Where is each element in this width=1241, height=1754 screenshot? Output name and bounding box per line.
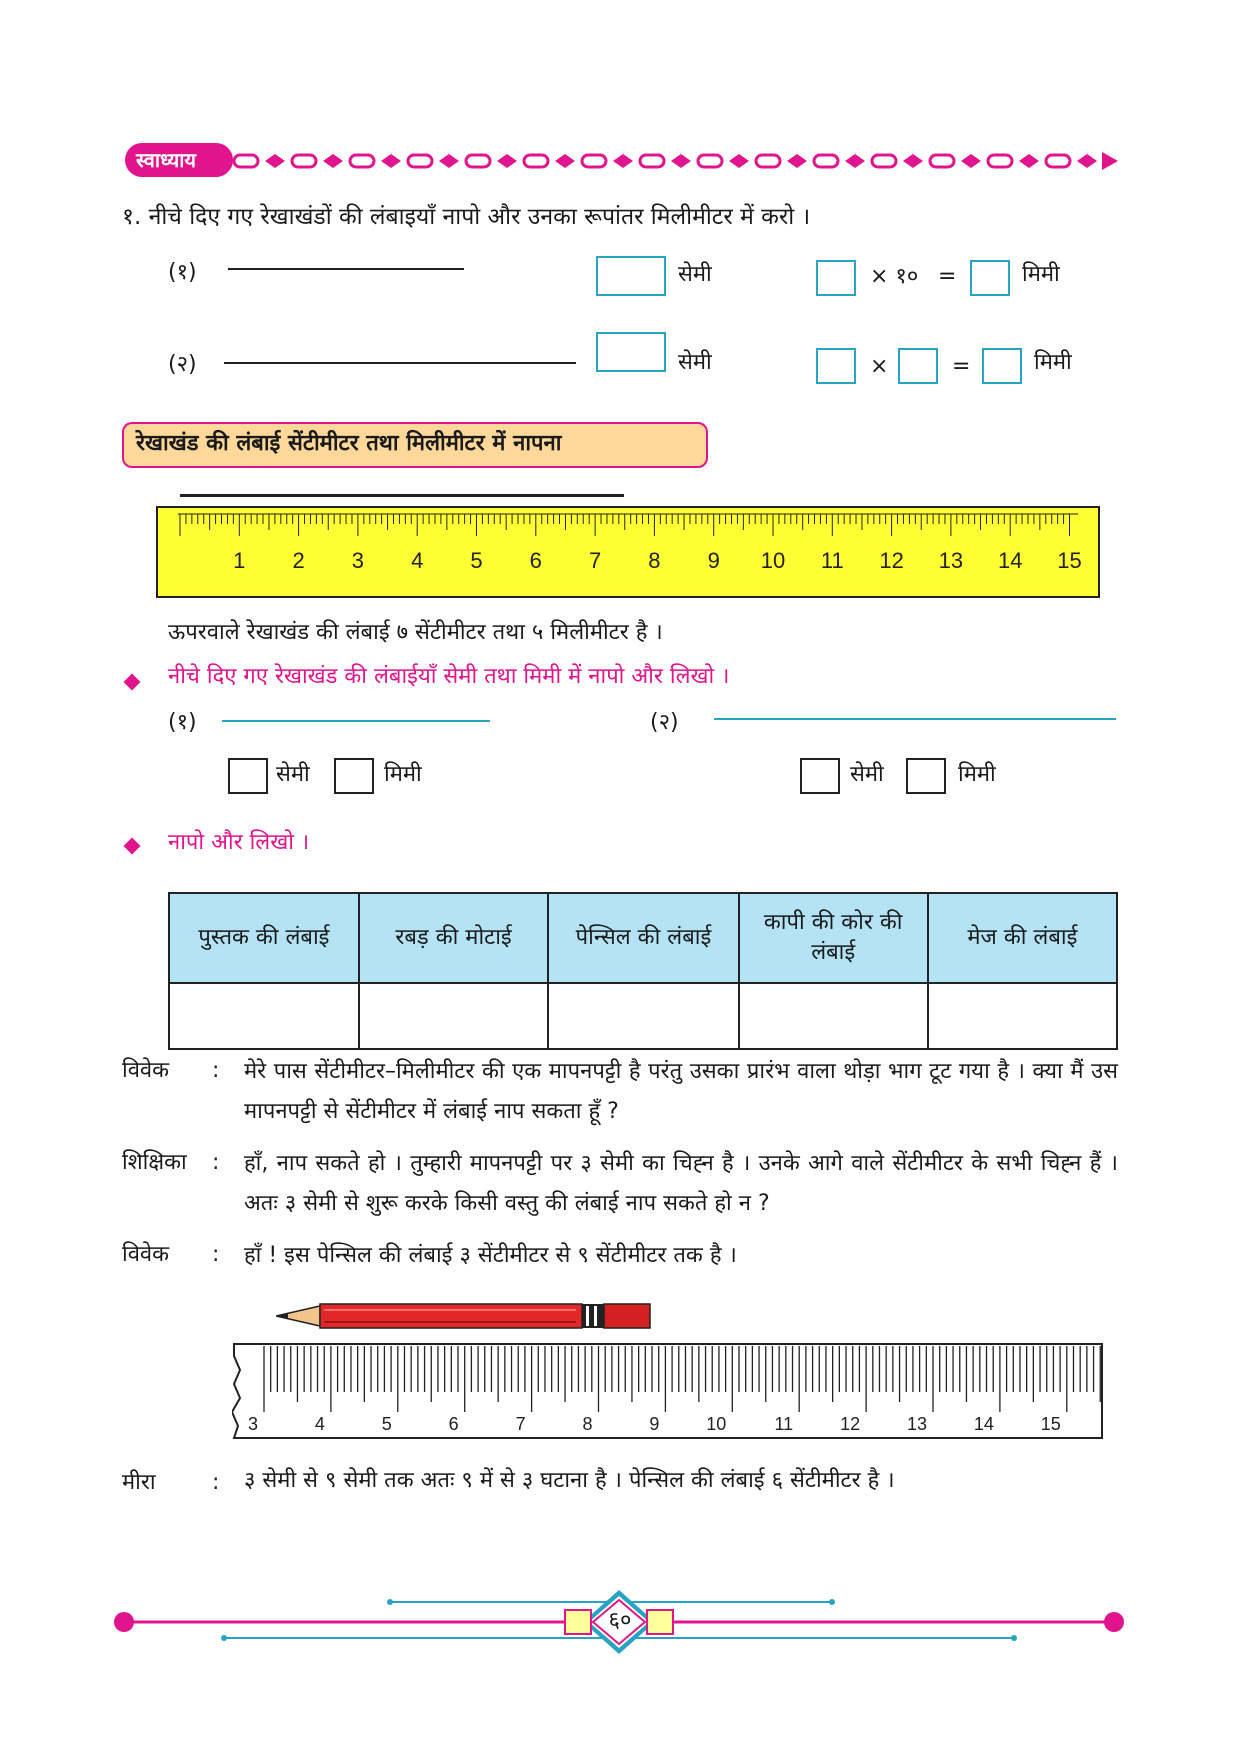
answer-cell[interactable] — [169, 983, 359, 1049]
ruler-number: 4 — [314, 1414, 325, 1434]
chain-link — [408, 155, 432, 167]
ruler-number: 5 — [470, 548, 483, 573]
ruler-number: 4 — [411, 548, 424, 573]
final-text: ३ सेमी से ९ सेमी तक अतः ९ में से ३ घटाना है । पेन्सिल की लंबाई ६ सेंटीमीटर है । — [244, 1468, 895, 1493]
dialogue-text: हाँ, नाप सकते हो । तुम्हारी मापनपट्टी पर ३ सेमी का चिह्‍न है । उनके आगे वाले सेंटीमीटर के सभी चिह्‍न हैं । अतः ३ सेमी से शुरू करके किसी वस्तु की लंबाई नाप सकते हो न ? — [244, 1151, 1118, 1216]
chain-diamond — [787, 154, 807, 168]
dialogue-speaker: विवेक — [122, 1242, 170, 1267]
task2-title: नीचे दिए गए रेखाखंड की लंबाईयाँ सेमी तथा मिमी में नापो और लिखो । — [168, 664, 730, 689]
measured-line-segment — [180, 494, 624, 497]
table-header-cell: पेन्सिल की लंबाई — [548, 893, 738, 983]
q1-row2-segment — [224, 362, 576, 364]
q1-row2-input-box-2[interactable] — [898, 348, 938, 384]
ruler-number: 2 — [292, 548, 305, 573]
q1-row2-label: (२) — [168, 352, 197, 377]
q1-row1-mm-box[interactable] — [970, 260, 1010, 296]
pencil-illustration — [276, 1298, 680, 1334]
q1-row1-label: (१) — [168, 260, 197, 285]
chain-diamond — [729, 154, 749, 168]
q1-row1-cm-unit: सेमी — [678, 262, 712, 287]
chain-link — [872, 155, 896, 167]
ruler-number: 8 — [582, 1414, 593, 1434]
table-header-cell: मेज की लंबाई — [928, 893, 1117, 983]
ruler-number: 9 — [649, 1414, 660, 1434]
chain-diamond — [671, 154, 691, 168]
table-header-row — [169, 893, 1117, 983]
chain-diamond — [1019, 154, 1039, 168]
dialogue-speaker: विवेक — [122, 1058, 170, 1083]
chain-diamond — [961, 154, 981, 168]
ruler-number: 12 — [879, 548, 904, 573]
ruler-number: 7 — [588, 548, 602, 573]
task2-item2-label: (२) — [650, 710, 679, 735]
chain-link — [524, 155, 548, 167]
task2-item1-cm-unit: सेमी — [276, 762, 310, 787]
chain-diamond — [381, 154, 401, 168]
ruler-number: 3 — [247, 1414, 258, 1434]
table-answer-row — [169, 983, 1117, 1049]
ruler-number: 9 — [707, 548, 720, 573]
answer-cell[interactable] — [359, 983, 548, 1049]
q1-row2-equals: = — [952, 354, 971, 379]
chain-link — [756, 155, 780, 167]
chain-link — [640, 155, 664, 167]
ruler-number: 11 — [820, 548, 844, 573]
dialogue-text: मेरे पास सेंटीमीटर–मिलीमीटर की एक मापनपट्टी है परंतु उसका प्रारंभ वाला थोड़ा भाग टूट गया है । क्या मैं उस मापनपट्टी से सेंटीमीटर में लंबाई नाप सकता हूँ ? — [244, 1059, 1118, 1124]
ruler-number: 8 — [648, 548, 661, 573]
chain-link — [466, 155, 490, 167]
ruler-number: 3 — [351, 548, 365, 573]
q1-row2-mm-box[interactable] — [982, 348, 1022, 384]
chain-diamond — [497, 154, 517, 168]
ruler-number: 6 — [448, 1414, 459, 1434]
chain-link — [582, 155, 606, 167]
statement-text: ऊपरवाले रेखाखंड की लंबाई ७ सेंटीमीटर तथा ५ मिलीमीटर है । — [168, 620, 663, 645]
final-speaker: मीरा — [122, 1470, 156, 1495]
q1-row1-segment — [228, 268, 464, 270]
dialogue-colon: : — [212, 1150, 220, 1175]
header-badge-text: स्वाध्याय — [136, 148, 196, 172]
ruler-number: 5 — [381, 1414, 392, 1434]
final-colon: : — [212, 1470, 220, 1495]
chain-link — [234, 155, 258, 167]
task2-item2-mm-box[interactable] — [906, 758, 946, 794]
chain-link — [698, 155, 722, 167]
task2-item1-label: (१) — [168, 710, 197, 735]
chain-link — [988, 155, 1012, 167]
task2-item1-mm-unit: मिमी — [384, 762, 422, 787]
ruler-number: 14 — [997, 548, 1023, 573]
chain-end — [1102, 152, 1118, 170]
q1-row1-equals: = — [938, 264, 957, 289]
measurement-table — [168, 892, 1118, 1050]
table-header-cell: पुस्तक की लंबाई — [169, 893, 359, 983]
q1-row2-cm-box[interactable] — [596, 332, 666, 372]
ruler-number: 11 — [774, 1414, 794, 1434]
answer-cell[interactable] — [548, 983, 738, 1049]
ruler-number: 13 — [906, 1414, 927, 1434]
chain-diamond — [265, 154, 285, 168]
task2-item1-segment — [222, 720, 490, 722]
task2-item2-segment — [714, 718, 1116, 720]
bullet-diamond-icon — [124, 674, 141, 691]
ruler-number: 15 — [1057, 548, 1082, 573]
ruler-number: 10 — [760, 548, 786, 573]
table-header-cell: रबड़ की मोटाई — [359, 893, 548, 983]
chain-link — [1046, 155, 1070, 167]
chain-diamond — [903, 154, 923, 168]
chain-diamond — [845, 154, 865, 168]
q1-row2-mm-unit: मिमी — [1034, 350, 1072, 375]
q1-row1-times: × १० — [870, 264, 919, 289]
ruler-number: 10 — [706, 1414, 727, 1434]
ruler-number: 15 — [1040, 1414, 1061, 1434]
task2-item2-cm-unit: सेमी — [850, 762, 884, 787]
chain-diamond — [555, 154, 575, 168]
chain-link — [292, 155, 316, 167]
task2-item1-cm-box[interactable] — [228, 758, 268, 794]
table-header-cell: कापी की कोर की लंबाई — [739, 893, 928, 983]
chain-diamond — [439, 154, 459, 168]
q1-row1-input-box[interactable] — [816, 260, 856, 296]
chain-link — [350, 155, 374, 167]
ruler-number: 7 — [515, 1414, 526, 1434]
broken-ruler — [232, 1338, 1106, 1442]
dialogue-text: हाँ ! इस पेन्सिल की लंबाई ३ सेंटीमीटर से ९ सेंटीमीटर तक है । — [244, 1243, 737, 1268]
ruler-body — [232, 1344, 1102, 1438]
q1-row1-cm-box[interactable] — [596, 256, 666, 296]
chain-diamond — [1077, 154, 1097, 168]
ruler-number: 12 — [840, 1414, 861, 1434]
task2-item1-mm-box[interactable] — [334, 758, 374, 794]
task2-item2-cm-box[interactable] — [800, 758, 840, 794]
chain-diamond — [613, 154, 633, 168]
task2-item2-mm-unit: मिमी — [958, 762, 996, 787]
chain-diamond — [323, 154, 343, 168]
answer-cell[interactable] — [739, 983, 928, 1049]
q1-row2-times: × — [870, 354, 889, 379]
question-1-text: १. नीचे दिए गए रेखाखंडों की लंबाइयाँ नापो और उनका रूपांतर मिलीमीटर में करो । — [122, 204, 811, 230]
q1-row2-input-box[interactable] — [816, 348, 856, 384]
ruler-number: 13 — [938, 548, 964, 573]
q1-row2-cm-unit: सेमी — [678, 350, 712, 375]
ruler-number: 1 — [233, 548, 246, 573]
dialogue-colon: : — [212, 1242, 220, 1267]
dialogue-speaker: शिक्षिका — [122, 1150, 187, 1175]
chain-link — [930, 155, 954, 167]
page-number: ६० — [608, 1608, 632, 1633]
bullet-diamond-icon — [124, 838, 141, 855]
dialogue-colon: : — [212, 1058, 220, 1083]
answer-cell[interactable] — [928, 983, 1117, 1049]
chain-decoration — [232, 146, 1122, 176]
ruler-number: 14 — [973, 1414, 994, 1434]
ruler-number: 6 — [529, 548, 542, 573]
q1-row1-mm-unit: मिमी — [1022, 262, 1060, 287]
section-title-text: रेखाखंड की लंबाई सेंटीमीटर तथा मिलीमीटर में नापना — [136, 431, 562, 456]
chain-link — [814, 155, 838, 167]
ruler-yellow-scale — [156, 506, 1100, 598]
task3-title: नापो और लिखो । — [168, 830, 310, 855]
